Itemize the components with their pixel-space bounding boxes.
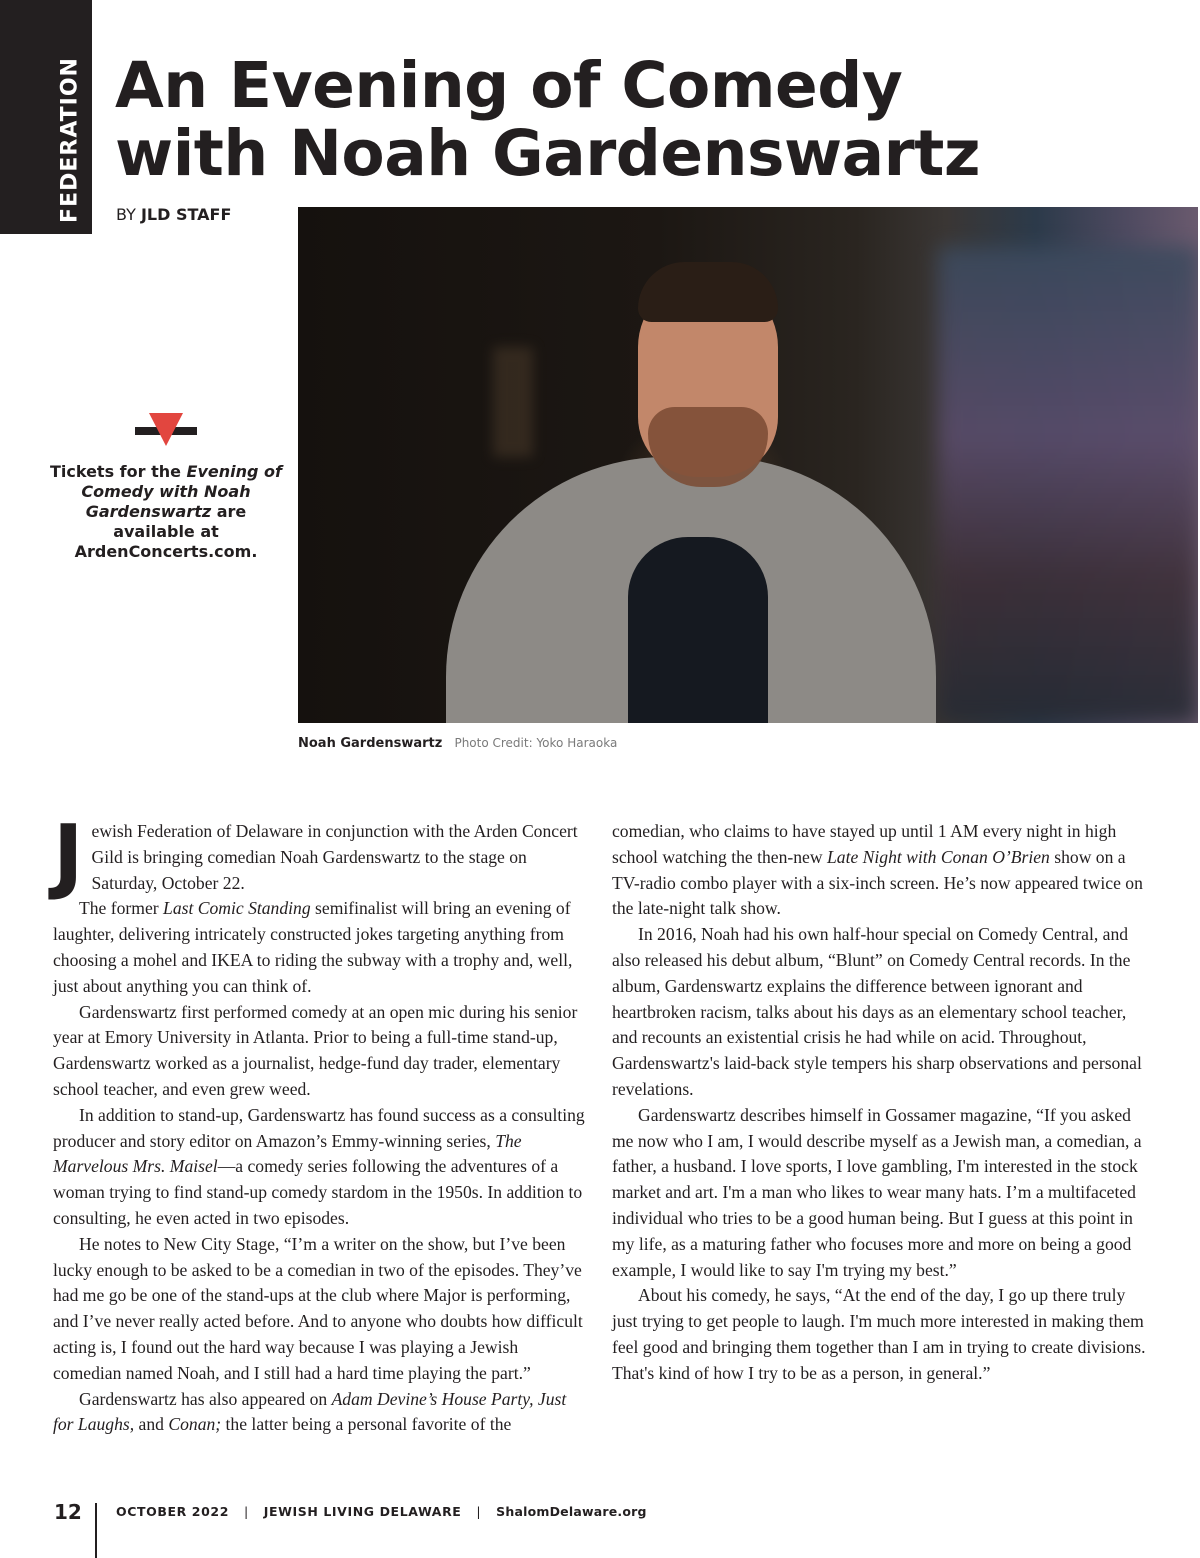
footer-publication: JEWISH LIVING DELAWARE xyxy=(263,1504,462,1519)
ticket-info-event-name: Evening of Comedy with Noah Gardenswartz xyxy=(81,462,282,521)
paragraph-2-text-b: semifinalist will bring an evening of laughter, delivering intricately constructed jokes targeting anything from choosing a mohel and IKEA to riding the subway with a trophy and, well, just about anything you can think of. xyxy=(53,898,573,996)
paragraph-6-text-a: Gardenswartz has also appeared on xyxy=(79,1388,332,1409)
paragraph-7-text-a: comedian, who claims to have stayed up until 1 AM every night in high school watching the then-new xyxy=(612,821,1117,867)
paragraph-9: Gardenswartz describes himself in Gossamer magazine, “If you asked me now who I am, I would describe myself as a Jewish man, a comedian, a father, a husband. I love sports, I love gambling, I'm interested in the stock market and art. I'm a man who likes to wear many hats. I’m a multifaceted individual who tries to be a good human being. But I guess at this point in my life, as a maturing father who focuses more and more on being a good example, I would like to say I'm trying my best.” xyxy=(612,1104,1142,1280)
section-label: FEDERATION xyxy=(57,57,83,223)
footer-separator-1: | xyxy=(243,1504,249,1519)
photo-subject-hair xyxy=(638,262,778,322)
drop-cap: J xyxy=(53,808,84,903)
paragraph-8: In 2016, Noah had his own half-hour special on Comedy Central, and also released his debut album, “Blunt” on Comedy Central records. In the album, Gardenswartz explains the difference between ignorant and heartbroken racism, talks about his days as an elementary school teacher, and recounts an existential crisis he had while on acid. Throughout, Gardenswartz's laid-back style tempers his sharp observations and personal revelations. xyxy=(612,924,1142,1099)
section-tab xyxy=(0,0,92,234)
caption-name: Noah Gardenswartz xyxy=(298,736,443,751)
show-title-late-night: Late Night with Conan O’Brien xyxy=(826,846,1050,867)
show-title-last-comic-standing: Last Comic Standing xyxy=(163,898,311,919)
article-headline xyxy=(115,49,1195,190)
footer-website: ShalomDelaware.org xyxy=(496,1504,647,1519)
byline xyxy=(116,205,231,224)
ticket-info-text-2: are available at ArdenConcerts.com. xyxy=(74,502,258,561)
footer-divider xyxy=(95,1503,97,1558)
byline-prefix: BY xyxy=(116,205,136,224)
paragraph-4 xyxy=(53,1103,589,1232)
paragraph-1-text: ewish Federation of Delaware in conjunction with the Arden Concert Gild is bringing comedian Noah Gardenswartz to the stage on Saturday, October 22. xyxy=(91,821,578,893)
page-footer xyxy=(116,1504,647,1519)
paragraph-7-text-b: show on a TV-radio combo player with a six-inch screen. He’s now appeared twice on the late-night talk show. xyxy=(612,846,1143,919)
photo-background-wall xyxy=(938,247,1198,723)
paragraph-1 xyxy=(53,808,589,903)
article-column-right xyxy=(612,819,1152,1387)
triangle-marker-icon xyxy=(135,413,197,447)
paragraph-7 xyxy=(612,819,1152,922)
paragraph-4-text-b: —a comedy series following the adventures of a woman trying to find stand-up comedy stardom in the 1950s. In addition to consulting, he even acted in two episodes. xyxy=(53,1156,583,1228)
ticket-info-note xyxy=(48,462,284,562)
page-number: 12 xyxy=(54,1500,82,1524)
photo-background-light xyxy=(493,347,533,457)
paragraph-10: About his comedy, he says, “At the end of the day, I go up there truly just trying to get people to laugh. I'm much more interested in making them feel good and bringing them together than I am in trying to create divisions. That's kind of how I try to be as a person, in general.” xyxy=(612,1285,1146,1383)
paragraph-6-text-c: the latter being a personal favorite of the xyxy=(221,1414,512,1435)
ticket-info-text-1: Tickets for the xyxy=(49,462,187,481)
paragraph-5: He notes to New City Stage, “I’m a writer on the show, but I’ve been lucky enough to be asked to be a comedian in two of the episodes. They’ve had me go be one of the stand-ups at the club where Major is performing, and I’ve never really acted before. And to anyone who doubts how difficult acting is, I found out the hard way because I was playing a Jewish comedian named Noah, and I still had a hard time playing the part.” xyxy=(53,1233,583,1383)
paragraph-6 xyxy=(53,1387,589,1439)
headline-line-2: with Noah Gardenswartz xyxy=(115,117,981,190)
footer-date: OCTOBER 2022 xyxy=(116,1504,229,1519)
article-photo xyxy=(298,207,1198,723)
caption-credit: Photo Credit: Yoko Haraoka xyxy=(454,736,618,750)
article-column-left xyxy=(53,808,589,1438)
paragraph-6-text-b: and xyxy=(134,1414,169,1435)
paragraph-3: Gardenswartz first performed comedy at an open mic during his senior year at Emory University in Atlanta. Prior to being a full-time stand-up, Gardenswartz worked as a journalist, hedge-fund day trader, elementary school teacher, and even grew weed. xyxy=(53,1001,578,1099)
show-title-maisel: The Marvelous Mrs. Maisel xyxy=(53,1130,522,1177)
footer-separator-2: | xyxy=(476,1504,482,1519)
paragraph-2-text-a: The former xyxy=(79,898,164,919)
paragraph-2 xyxy=(53,896,589,999)
paragraph-4-text-a: In addition to stand-up, Gardenswartz has found success as a consulting producer and story editor on Amazon’s Emmy-winning series, xyxy=(53,1104,585,1151)
show-titles-house-party: Adam Devine’s House Party, Just for Laughs, xyxy=(53,1388,567,1435)
photo-caption xyxy=(298,736,617,751)
byline-author: JLD STAFF xyxy=(140,205,232,224)
photo-subject-shirt xyxy=(628,537,768,723)
headline-line-1: An Evening of Comedy xyxy=(115,49,903,122)
show-title-conan: Conan; xyxy=(168,1414,222,1435)
